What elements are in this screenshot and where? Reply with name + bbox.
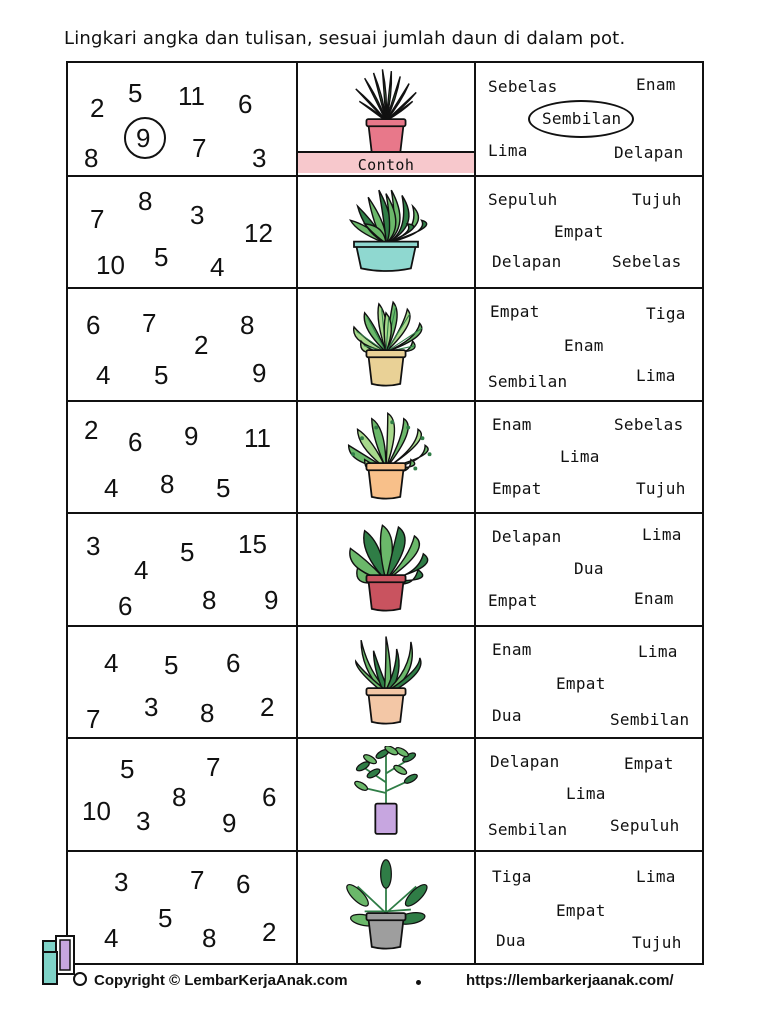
example-label: Contoh [357,156,415,174]
number-option[interactable]: 2 [262,916,277,947]
worksheet-row [68,63,702,175]
number-option[interactable]: 8 [240,310,255,340]
word-option[interactable]: Empat [556,900,606,920]
word-option[interactable]: Sepuluh [488,189,558,209]
potted-plant-icon [338,634,434,732]
worksheet-row [68,176,702,288]
word-option[interactable]: Delapan [492,527,562,546]
number-option[interactable]: 7 [206,752,221,782]
row-divider [68,287,702,289]
row-divider [68,737,702,739]
number-option[interactable]: 4 [104,922,119,953]
word-option[interactable]: Sebelas [614,414,684,434]
word-option[interactable]: Lima [638,641,678,661]
separator-dot [416,980,421,985]
word-option[interactable]: Empat [492,478,542,498]
potted-plant-icon [338,746,434,844]
number-option[interactable]: 2 [260,691,275,722]
word-option[interactable]: Sembilan [488,820,568,839]
worksheet-grid [66,61,704,965]
number-option[interactable]: 3 [252,143,267,173]
number-option[interactable]: 8 [172,782,187,812]
example-banner [298,151,474,173]
word-option[interactable]: Sepuluh [610,816,680,835]
number-option[interactable]: 8 [200,697,215,728]
number-option[interactable]: 5 [158,902,173,933]
word-option[interactable]: Empat [490,302,540,321]
number-option[interactable]: 6 [238,89,253,119]
number-option[interactable]: 5 [216,472,231,503]
number-option[interactable]: 5 [164,649,179,680]
number-option[interactable]: 5 [180,537,195,567]
number-option[interactable]: 2 [84,414,99,445]
word-option[interactable]: Delapan [614,143,684,162]
number-option[interactable]: 3 [86,531,101,561]
website-link[interactable]: https://lembarkerjaanak.com/ [466,972,674,989]
number-option[interactable]: 6 [118,591,133,621]
word-option[interactable]: Tujuh [632,932,682,952]
word-option[interactable]: Empat [554,221,604,241]
number-option[interactable]: 3 [144,691,159,722]
word-option[interactable]: Empat [624,754,674,773]
potted-plant-icon [338,409,434,507]
number-option[interactable]: 7 [190,864,205,895]
word-option[interactable]: Delapan [492,251,562,271]
row-divider [68,625,702,627]
number-option[interactable]: 5 [128,78,143,108]
number-option[interactable]: 9 [136,123,151,153]
number-option[interactable]: 10 [82,796,111,826]
potted-plant-icon [338,65,434,163]
word-option[interactable]: Sebelas [488,77,558,96]
worksheet-row [68,851,702,963]
potted-plant-icon [338,859,434,957]
word-option[interactable]: Dua [574,559,604,578]
number-option[interactable]: 8 [138,185,153,216]
number-option[interactable]: 8 [202,922,217,953]
word-option[interactable]: Lima [642,525,682,544]
word-option[interactable]: Delapan [490,752,560,771]
number-option[interactable]: 5 [154,241,169,272]
number-option[interactable]: 2 [90,93,105,123]
number-option[interactable]: 9 [184,420,199,451]
word-option[interactable]: Enam [564,336,604,355]
word-option[interactable]: Sembilan [542,109,622,128]
number-option[interactable]: 10 [96,249,125,280]
word-option[interactable]: Lima [488,141,528,160]
word-option[interactable]: Enam [634,589,674,608]
number-option[interactable]: 3 [114,866,129,897]
word-option[interactable]: Enam [492,639,532,659]
worksheet-row [68,738,702,850]
number-option[interactable]: 7 [90,203,105,234]
word-option[interactable]: Enam [636,75,676,94]
number-option[interactable]: 4 [104,472,119,503]
copyright-text: Copyright © LembarKerjaAnak.com [94,972,348,989]
number-option[interactable]: 5 [120,754,135,784]
word-option[interactable]: Lima [636,866,676,886]
number-option[interactable]: 7 [192,133,207,163]
word-option[interactable]: Sembilan [488,372,568,391]
number-option[interactable]: 11 [244,422,271,453]
number-option[interactable]: 6 [236,868,251,899]
number-option[interactable]: 4 [96,360,111,390]
word-option[interactable]: Dua [496,930,526,950]
word-option[interactable]: Tiga [646,304,686,323]
word-option[interactable]: Enam [492,414,532,434]
answer-circle [528,100,634,138]
word-option[interactable]: Sembilan [610,709,690,729]
worksheet-row [68,626,702,738]
number-option[interactable]: 8 [84,143,99,173]
word-option[interactable]: Lima [636,366,676,385]
number-option[interactable]: 8 [160,468,175,499]
word-option[interactable]: Tiga [492,866,532,886]
number-option[interactable]: 6 [86,310,101,340]
row-divider [68,512,702,514]
word-option[interactable]: Lima [566,784,606,803]
number-option[interactable]: 6 [262,782,277,812]
worksheet-row [68,288,702,400]
number-option[interactable]: 9 [264,585,279,615]
number-option[interactable]: 7 [86,703,101,734]
worksheet-row [68,401,702,513]
number-option[interactable]: 2 [194,330,209,360]
word-option[interactable]: Empat [488,591,538,610]
brand-logo-icon [42,934,88,986]
potted-plant-icon [338,521,434,619]
number-option[interactable]: 12 [244,217,273,248]
word-option[interactable]: Lima [560,446,600,466]
number-option[interactable]: 3 [136,806,151,836]
number-option[interactable]: 11 [178,81,205,111]
number-option[interactable]: 3 [190,199,205,230]
answer-circle [124,117,166,159]
number-option[interactable]: 4 [134,555,149,585]
word-option[interactable]: Tujuh [636,478,686,498]
number-option[interactable]: 6 [128,426,143,457]
number-option[interactable]: 7 [142,308,157,338]
number-option[interactable]: 15 [238,529,267,559]
word-option[interactable]: Dua [492,705,522,725]
number-option[interactable]: 5 [154,360,169,390]
number-option[interactable]: 6 [226,647,241,678]
word-option[interactable]: Empat [556,673,606,693]
potted-plant-icon [338,296,434,394]
number-option[interactable]: 4 [104,647,119,678]
word-option[interactable]: Tujuh [632,189,682,209]
potted-plant-icon [338,184,434,282]
number-option[interactable]: 8 [202,585,217,615]
row-divider [68,400,702,402]
number-option[interactable]: 4 [210,251,225,282]
number-option[interactable]: 9 [252,358,267,388]
word-option[interactable]: Sebelas [612,251,682,271]
instruction-text: Lingkari angka dan tulisan, sesuai jumlah daun di dalam pot. [64,28,626,49]
worksheet-row [68,513,702,625]
row-divider [68,850,702,852]
row-divider [68,175,702,177]
number-option[interactable]: 9 [222,808,237,838]
